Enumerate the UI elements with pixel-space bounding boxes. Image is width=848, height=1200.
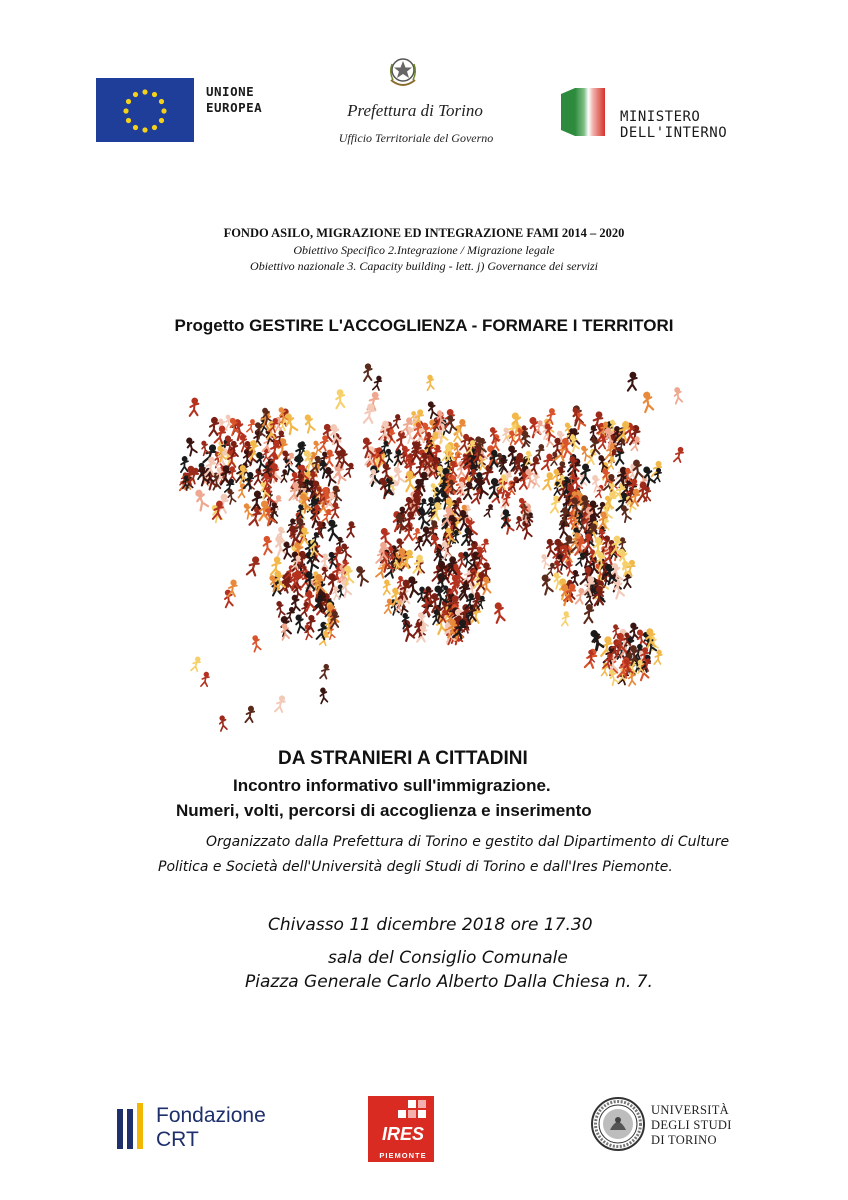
eu-label	[206, 84, 262, 116]
fondazione-crt-mark-icon	[117, 1103, 151, 1155]
event-address: Piazza Generale Carlo Alberto Dalla Chiesa n. 7.	[245, 972, 653, 992]
eu-stars-icon	[96, 78, 194, 142]
fund-title: FONDO ASILO, MIGRAZIONE ED INTEGRAZIONE FAMI 2014 – 2020	[223, 226, 625, 240]
eu-label-line2: EUROPEA	[206, 100, 263, 115]
unito-line3: DI TORINO	[651, 1133, 717, 1147]
italian-emblem-icon	[386, 54, 420, 90]
event-main-title: DA STRANIERI A CITTADINI	[278, 748, 528, 769]
crt-line2: CRT	[156, 1128, 199, 1151]
italian-tricolor-icon	[561, 86, 605, 138]
project-title: Progetto GESTIRE L'ACCOGLIENZA - FORMARE I TERRITORI	[174, 316, 674, 335]
ministero-label-line2: DELL'INTERNO	[620, 125, 728, 141]
ires-subtitle: PIEMONTE	[379, 1151, 427, 1160]
crt-line1: Fondazione	[156, 1104, 266, 1127]
event-venue: sala del Consiglio Comunale	[328, 948, 568, 968]
event-date: Chivasso 11 dicembre 2018 ore 17.30	[268, 915, 593, 935]
event-subtitle-2: Numeri, volti, percorsi di accoglienza e inserimento	[176, 801, 592, 820]
unito-seal-icon	[590, 1096, 646, 1152]
ministero-label-line1: MINISTERO	[620, 109, 701, 125]
fund-objective-specific: Obiettivo Specifico 2.Integrazione / Migrazione legale	[293, 243, 555, 257]
event-subtitle-1: Incontro informativo sull'immigrazione.	[233, 776, 551, 795]
organizer-line-1: Organizzato dalla Prefettura di Torino e gestito dal Dipartimento di Culture	[206, 834, 730, 850]
unito-name	[651, 1103, 732, 1148]
unito-line2: DEGLI STUDI	[651, 1118, 732, 1132]
fondazione-crt-name	[156, 1104, 266, 1152]
eu-flag-logo	[96, 78, 194, 142]
unito-line1: UNIVERSITÀ	[651, 1103, 729, 1117]
eu-label-line1: UNIONE	[206, 84, 255, 99]
ires-name: IRES	[381, 1124, 424, 1144]
fund-objective-national: Obiettivo nazionale 3. Capacity building - lett. j) Governance dei servizi	[250, 259, 598, 273]
prefettura-subtitle: Ufficio Territoriale del Governo	[338, 131, 494, 145]
world-map-people-illustration	[170, 355, 690, 745]
prefettura-name: Prefettura di Torino	[347, 101, 483, 120]
ministero-label	[620, 109, 727, 141]
organizer-line-2: Politica e Società dell'Università degli Studi di Torino e dall'Ires Piemonte.	[158, 859, 673, 875]
